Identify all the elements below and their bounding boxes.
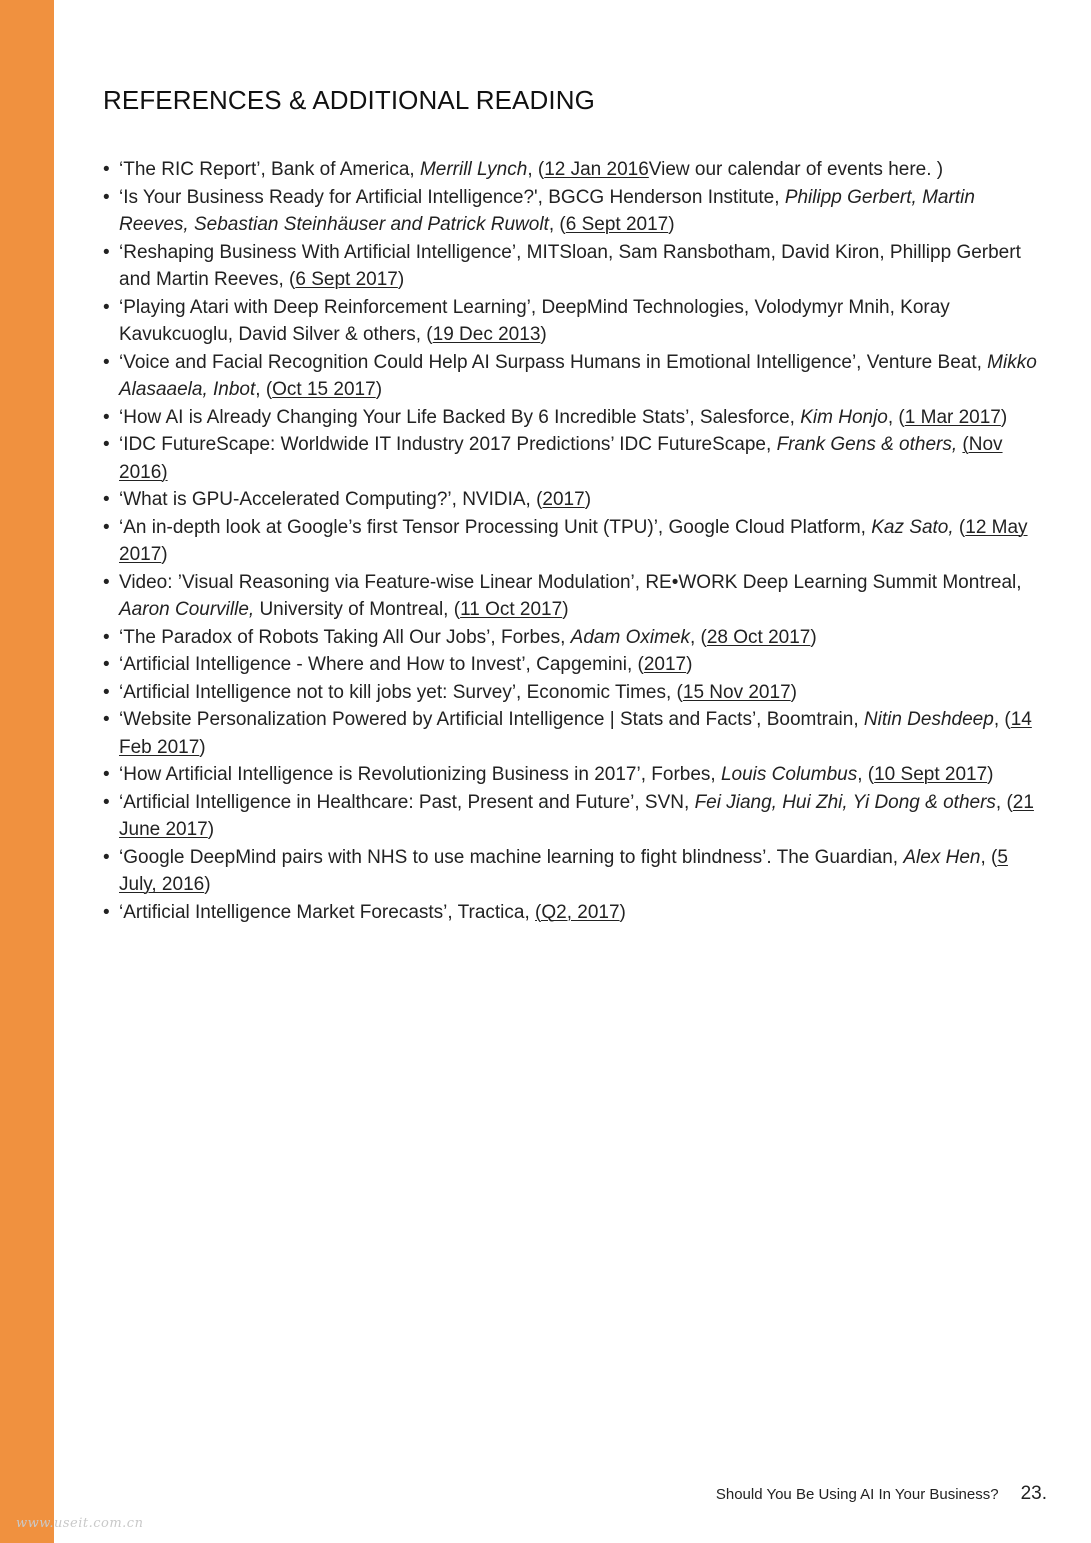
reference-link[interactable]: 2017	[643, 654, 687, 675]
reference-link[interactable]: 1 Mar 2017	[904, 406, 1001, 428]
reference-author: Kim Honjo	[800, 406, 888, 428]
reference-text: )	[161, 544, 168, 565]
reference-item	[103, 789, 1038, 844]
bullet-icon: •	[103, 241, 110, 263]
reference-item	[103, 706, 1038, 761]
page-title: REFERENCES & ADDITIONAL READING	[103, 85, 595, 115]
bullet-icon: •	[103, 681, 110, 703]
reference-text: View our calendar of events here. )	[648, 159, 944, 180]
bullet-icon: •	[103, 654, 110, 675]
bullet-icon: •	[103, 626, 110, 648]
reference-text: ‘How AI is Already Changing Your Life Backed By 6 Incredible Stats’, Salesforce,	[119, 406, 801, 428]
reference-text: ‘Google DeepMind pairs with NHS to use machine learning to fight blindness’. The Guardian,	[119, 846, 904, 868]
reference-text: University of Montreal, (	[254, 599, 461, 620]
reference-item	[103, 899, 1038, 927]
reference-item	[103, 761, 1038, 789]
reference-link[interactable]: 11 Oct 2017	[460, 599, 563, 620]
reference-item	[103, 844, 1038, 899]
reference-text: , (	[887, 406, 905, 428]
bullet-icon: •	[103, 571, 110, 593]
reference-text: , (	[995, 791, 1013, 813]
reference-item	[103, 239, 1038, 294]
reference-author: Adam Oximek	[570, 626, 690, 648]
bullet-icon: •	[103, 901, 110, 923]
reference-text: ‘Artificial Intelligence Market Forecasts’, Tractica,	[119, 901, 536, 923]
reference-item	[103, 156, 1038, 184]
reference-link[interactable]: 6 Sept 2017	[295, 269, 398, 290]
footer-title: Should You Be Using AI In Your Business?	[715, 1486, 999, 1503]
orange-sidebar	[0, 0, 54, 1543]
bullet-icon: •	[103, 764, 110, 785]
reference-item	[103, 404, 1038, 432]
reference-item	[103, 679, 1038, 707]
reference-link[interactable]: 2017	[542, 489, 585, 510]
bullet-icon: •	[103, 186, 110, 208]
reference-author: Merrill Lynch	[419, 159, 528, 180]
reference-item	[103, 431, 1038, 486]
reference-item	[103, 184, 1038, 239]
reference-item	[103, 569, 1038, 624]
bullet-icon: •	[103, 351, 110, 373]
reference-text: ‘The RIC Report’, Bank of America,	[119, 159, 420, 180]
bullet-icon: •	[103, 296, 110, 318]
reference-author: Louis Columbus	[720, 764, 858, 785]
reference-author: Aaron Courville,	[119, 599, 255, 620]
reference-link[interactable]: 28 Oct 2017	[706, 626, 811, 648]
reference-text: )	[207, 819, 215, 840]
reference-link[interactable]: 21 June 2017	[119, 791, 1034, 840]
reference-text: ‘Artificial Intelligence in Healthcare: Past, Present and Future’, SVN,	[119, 791, 695, 813]
bullet-icon: •	[103, 406, 110, 428]
reference-author: Kaz Sato,	[871, 516, 954, 538]
reference-link[interactable]: 15 Nov 2017	[682, 681, 791, 703]
reference-text: )	[375, 379, 383, 400]
reference-text: , (	[980, 846, 998, 868]
reference-author: Philipp Gerbert, Martin Reeves, Sebastian Steinhäuser and Patrick Ruwolt	[119, 186, 975, 235]
reference-text: ‘IDC FutureScape: Worldwide IT Industry 2017 Predictions’ IDC FutureScape,	[119, 434, 777, 455]
reference-text: ‘An in-depth look at Google’s first Tensor Processing Unit (TPU)’, Google Cloud Platform,	[119, 516, 872, 538]
reference-text: )	[199, 736, 206, 758]
reference-text: )	[790, 681, 797, 703]
reference-author: Frank Gens & others,	[776, 434, 958, 455]
reference-link[interactable]: 19 Dec 2013	[432, 324, 541, 345]
reference-text: ‘Voice and Facial Recognition Could Help AI Surpass Humans in Emotional Intelligence’, Venture Beat,	[119, 351, 988, 373]
bullet-icon: •	[103, 516, 110, 538]
reference-link[interactable]: 5 July, 2016	[119, 846, 1008, 895]
reference-link[interactable]: 14 Feb 2017	[119, 709, 1032, 758]
reference-text: , (	[255, 379, 273, 400]
reference-text: )	[204, 874, 211, 895]
reference-text: , (	[548, 214, 566, 235]
watermark: www.useit.com.cn	[16, 1516, 144, 1531]
reference-item	[103, 294, 1038, 349]
reference-item	[103, 349, 1038, 404]
reference-text: )	[1000, 406, 1008, 428]
reference-text: )	[540, 324, 547, 345]
reference-text: ‘How Artificial Intelligence is Revolutionizing Business in 2017’, Forbes,	[119, 764, 721, 785]
bullet-icon: •	[103, 709, 110, 730]
bullet-icon: •	[103, 159, 110, 180]
reference-author: Nitin Deshdeep	[863, 709, 994, 730]
reference-text: )	[686, 654, 693, 675]
reference-text: ‘Is Your Business Ready for Artificial Intelligence?', BGCG Henderson Institute,	[119, 186, 785, 208]
bullet-icon: •	[103, 791, 110, 813]
reference-text: , (	[857, 764, 875, 785]
reference-author: Fei Jiang, Hui Zhi, Yi Dong & others	[694, 791, 996, 813]
reference-text: )	[562, 599, 569, 620]
bullet-icon: •	[103, 846, 110, 868]
reference-item	[103, 514, 1038, 569]
reference-item	[103, 624, 1038, 652]
reference-item	[103, 486, 1038, 514]
reference-link[interactable]: (Q2, 2017	[535, 901, 620, 923]
reference-author: Alex Hen	[903, 846, 981, 868]
reference-text: , (	[689, 626, 707, 648]
reference-text: ‘Playing Atari with Deep Reinforcement Learning’, DeepMind Technologies, Volodymyr Mnih, Koray Kavukcuoglu, David Silver & others, (	[119, 296, 950, 345]
reference-text: )	[810, 626, 817, 648]
reference-text: )	[619, 901, 626, 923]
reference-text: Video: ’Visual Reasoning via Feature-wise Linear Modulation’, RE•WORK Deep Learning Summit Montreal,	[119, 571, 1022, 593]
reference-text: ‘The Paradox of Robots Taking All Our Jobs’, Forbes,	[119, 626, 571, 648]
reference-link[interactable]: 10 Sept 2017	[874, 764, 988, 785]
reference-text: )	[397, 269, 405, 290]
reference-text: (	[953, 516, 966, 538]
reference-text: )	[987, 764, 994, 785]
reference-text: , (	[527, 159, 545, 180]
reference-link[interactable]: 12 May 2017	[119, 516, 1028, 565]
reference-text: ‘What is GPU-Accelerated Computing?’, NVIDIA, (	[119, 489, 543, 510]
reference-list	[103, 156, 1038, 926]
reference-text: ‘Artificial Intelligence - Where and How to Invest’, Capgemini, (	[119, 654, 644, 675]
reference-text: ‘Reshaping Business With Artificial Intelligence’, MITSloan, Sam Ransbotham, David Kiron, Phillipp Gerbert and Martin Reeves, (	[119, 241, 1021, 290]
reference-link[interactable]: 6 Sept 2017	[565, 214, 669, 235]
reference-link[interactable]: 12 Jan 2016	[544, 159, 649, 180]
page-number: 23.	[1020, 1483, 1047, 1504]
reference-link[interactable]: Oct 15 2017	[272, 379, 376, 400]
bullet-icon: •	[103, 434, 110, 455]
reference-author: Mikko Alasaaela, Inbot	[119, 351, 1037, 400]
reference-item	[103, 651, 1038, 679]
references-section	[103, 84, 1038, 926]
reference-text: )	[584, 489, 592, 510]
reference-text: ‘Website Personalization Powered by Artificial Intelligence | Stats and Facts’, Boomtrain,	[119, 709, 864, 730]
reference-text: , (	[993, 709, 1011, 730]
reference-text: )	[668, 214, 675, 235]
bullet-icon: •	[103, 489, 110, 510]
page-footer	[716, 1483, 1047, 1505]
reference-text: ‘Artificial Intelligence not to kill jobs yet: Survey’, Economic Times, (	[119, 681, 683, 703]
reference-link[interactable]: (Nov 2016)	[119, 434, 1003, 483]
